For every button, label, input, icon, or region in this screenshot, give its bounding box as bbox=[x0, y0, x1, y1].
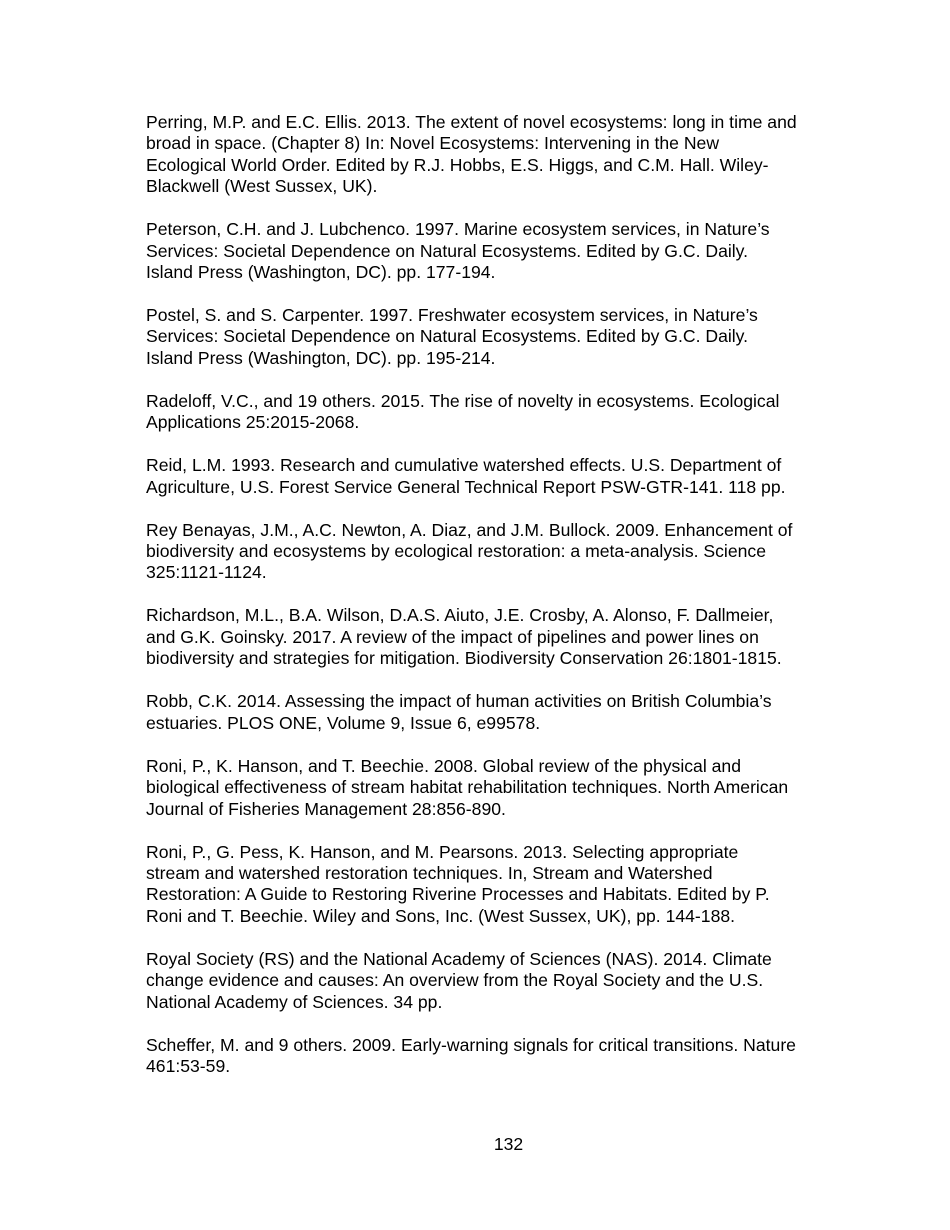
reference-line: 325:1121-1124. bbox=[146, 562, 267, 583]
reference-line: Postel, S. and S. Carpenter. 1997. Freshwater ecosystem services, in Nature’s bbox=[146, 305, 758, 326]
reference-postel-1997 bbox=[146, 305, 846, 369]
reference-reid-1993 bbox=[146, 455, 846, 498]
reference-roni-2008 bbox=[146, 756, 846, 820]
reference-peterson-1997 bbox=[146, 219, 846, 283]
reference-line: biodiversity and ecosystems by ecological restoration: a meta-analysis. Science bbox=[146, 541, 766, 562]
reference-line: National Academy of Sciences. 34 pp. bbox=[146, 991, 443, 1012]
reference-line: Services: Societal Dependence on Natural Ecosystems. Edited by G.C. Daily. bbox=[146, 326, 749, 347]
reference-roni-2013 bbox=[146, 842, 846, 928]
reference-perring-2013 bbox=[146, 112, 846, 198]
reference-line: Reid, L.M. 1993. Research and cumulative watershed effects. U.S. Department of bbox=[146, 455, 782, 476]
reference-scheffer-2009 bbox=[146, 1035, 846, 1078]
page-number: 132 bbox=[493, 1134, 524, 1154]
reference-line: 461:53-59. bbox=[146, 1055, 231, 1076]
reference-list bbox=[146, 112, 846, 1099]
reference-line: Radeloff, V.C., and 19 others. 2015. The rise of novelty in ecosystems. Ecological bbox=[146, 390, 780, 411]
reference-line: Agriculture, U.S. Forest Service General Technical Report PSW-GTR-141. 118 pp. bbox=[146, 476, 786, 497]
reference-line: Applications 25:2015-2068. bbox=[146, 412, 360, 433]
reference-line: Richardson, M.L., B.A. Wilson, D.A.S. Aiuto, J.E. Crosby, A. Alonso, F. Dallmeier, bbox=[146, 605, 774, 626]
reference-royal-society-2014 bbox=[146, 949, 846, 1013]
reference-line: estuaries. PLOS ONE, Volume 9, Issue 6, e99578. bbox=[146, 712, 541, 733]
reference-line: Roni and T. Beechie. Wiley and Sons, Inc. (West Sussex, UK), pp. 144-188. bbox=[146, 905, 736, 926]
reference-line: Restoration: A Guide to Restoring Riverine Processes and Habitats. Edited by P. bbox=[146, 884, 770, 905]
reference-line: Journal of Fisheries Management 28:856-890. bbox=[146, 798, 506, 819]
reference-line: Roni, P., K. Hanson, and T. Beechie. 2008. Global review of the physical and bbox=[146, 755, 741, 776]
reference-line: Services: Societal Dependence on Natural Ecosystems. Edited by G.C. Daily. bbox=[146, 240, 749, 261]
reference-line: Robb, C.K. 2014. Assessing the impact of human activities on British Columbia’s bbox=[146, 691, 772, 712]
reference-line: Scheffer, M. and 9 others. 2009. Early-warning signals for critical transitions. Nature bbox=[146, 1034, 796, 1055]
reference-line: Blackwell (West Sussex, UK). bbox=[146, 176, 378, 197]
reference-line: Peterson, C.H. and J. Lubchenco. 1997. Marine ecosystem services, in Nature’s bbox=[146, 219, 770, 240]
reference-line: and G.K. Goinsky. 2017. A review of the impact of pipelines and power lines on bbox=[146, 626, 759, 647]
reference-radeloff-2015 bbox=[146, 391, 846, 434]
reference-line: broad in space. (Chapter 8) In: Novel Ecosystems: Intervening in the New bbox=[146, 133, 720, 154]
reference-line: biological effectiveness of stream habitat rehabilitation techniques. North American bbox=[146, 777, 789, 798]
reference-line: biodiversity and strategies for mitigation. Biodiversity Conservation 26:1801-1815. bbox=[146, 648, 782, 669]
reference-line: change evidence and causes: An overview from the Royal Society and the U.S. bbox=[146, 970, 764, 991]
reference-line: Roni, P., G. Pess, K. Hanson, and M. Pearsons. 2013. Selecting appropriate bbox=[146, 841, 739, 862]
reference-line: Island Press (Washington, DC). pp. 195-214. bbox=[146, 347, 496, 368]
reference-line: stream and watershed restoration techniques. In, Stream and Watershed bbox=[146, 862, 713, 883]
reference-line: Ecological World Order. Edited by R.J. Hobbs, E.S. Higgs, and C.M. Hall. Wiley- bbox=[146, 154, 769, 175]
reference-robb-2014 bbox=[146, 691, 846, 734]
reference-line: Rey Benayas, J.M., A.C. Newton, A. Diaz, and J.M. Bullock. 2009. Enhancement of bbox=[146, 519, 793, 540]
reference-line: Perring, M.P. and E.C. Ellis. 2013. The extent of novel ecosystems: long in time and bbox=[146, 112, 797, 132]
reference-rey-benayas-2009 bbox=[146, 520, 846, 584]
reference-line: Royal Society (RS) and the National Academy of Sciences (NAS). 2014. Climate bbox=[146, 948, 772, 969]
reference-richardson-2017 bbox=[146, 605, 846, 669]
reference-line: Island Press (Washington, DC). pp. 177-194. bbox=[146, 262, 496, 283]
